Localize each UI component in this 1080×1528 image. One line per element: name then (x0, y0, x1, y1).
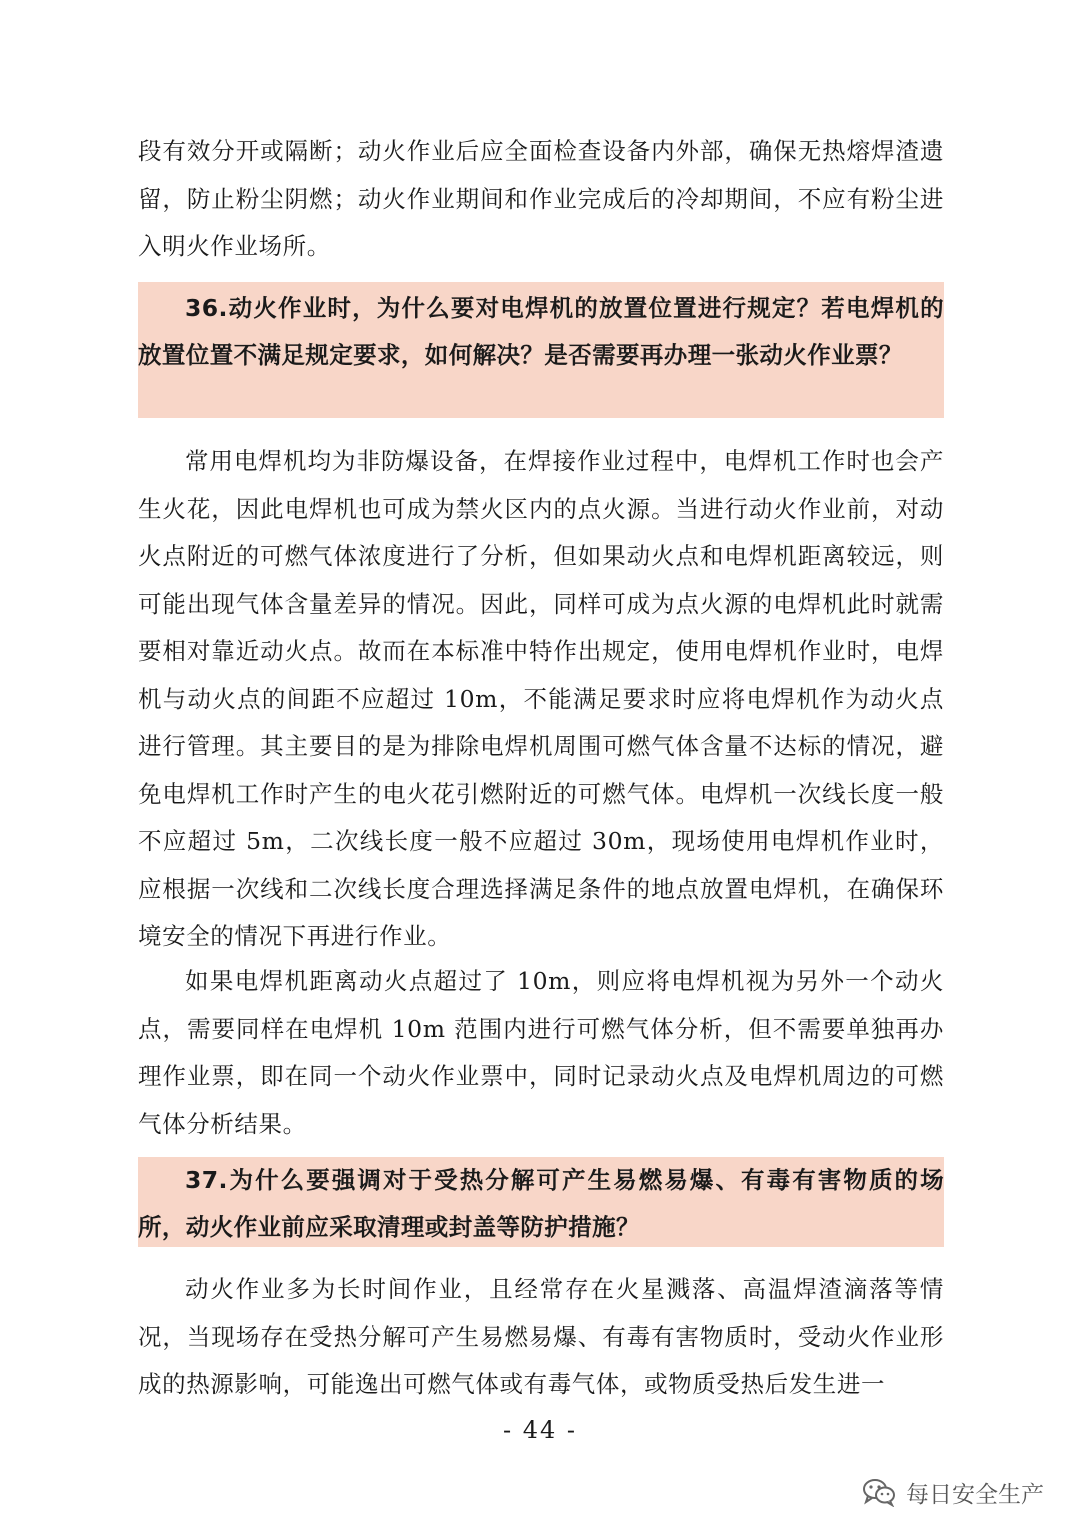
paragraph-continued: 段有效分开或隔断；动火作业后应全面检查设备内外部，确保无热熔焊渣遗留，防止粉尘阴燃；动火作业期间和作业完成后的冷却期间，不应有粉尘进入明火作业场所。 (138, 137, 944, 260)
question-37-highlight (138, 1157, 944, 1247)
question-36-highlight (138, 282, 944, 418)
watermark-text: 每日安全生产 (906, 1481, 1044, 1508)
wechat-icon (862, 1477, 896, 1507)
question-36-heading: 36.动火作业时，为什么要对电焊机的放置位置进行规定？若电焊机的放置位置不满足规定要求，如何解决？是否需要再办理一张动火作业票？ (138, 294, 944, 369)
watermark (862, 1474, 1044, 1510)
answer-37-paragraph-1: 动火作业多为长时间作业，且经常存在火星溅落、高温焊渣滴落等情况，当现场存在受热分解可产生易燃易爆、有毒有害物质时，受动火作业形成的热源影响，可能逸出可燃气体或有毒气体，或物质受热后发生进一 (138, 1275, 944, 1398)
answer-36-paragraph-1: 常用电焊机均为非防爆设备，在焊接作业过程中，电焊机工作时也会产生火花，因此电焊机也可成为禁火区内的点火源。当进行动火作业前，对动火点附近的可燃气体浓度进行了分析，但如果动火点和电焊机距离较远，则可能出现气体含量差异的情况。因此，同样可成为点火源的电焊机此时就需要相对靠近动火点。故而在本标准中特作出规定，使用电焊机作业时，电焊机与动火点的间距不应超过 10m，不能满足要求时应将电焊机作为动火点进行管理。其主要目的是为排除电焊机周围可燃气体含量不达标的情况，避免电焊机工作时产生的电火花引燃附近的可燃气体。电焊机一次线长度一般不应超过 5m，二次线长度一般不应超过 30m，现场使用电焊机作业时，应根据一次线和二次线长度合理选择满足条件的地点放置电焊机，在确保环境安全的情况下再进行作业。 (138, 447, 944, 950)
answer-36-paragraph-2: 如果电焊机距离动火点超过了 10m，则应将电焊机视为另外一个动火点，需要同样在电焊机 10m 范围内进行可燃气体分析，但不需要单独再办理作业票，即在同一个动火作业票中，同时记录动火点及电焊机周边的可燃气体分析结果。 (138, 967, 944, 1138)
question-37-heading: 37.为什么要强调对于受热分解可产生易燃易爆、有毒有害物质的场所，动火作业前应采取清理或封盖等防护措施？ (138, 1166, 944, 1241)
page-number: - 44 - (502, 1416, 577, 1444)
